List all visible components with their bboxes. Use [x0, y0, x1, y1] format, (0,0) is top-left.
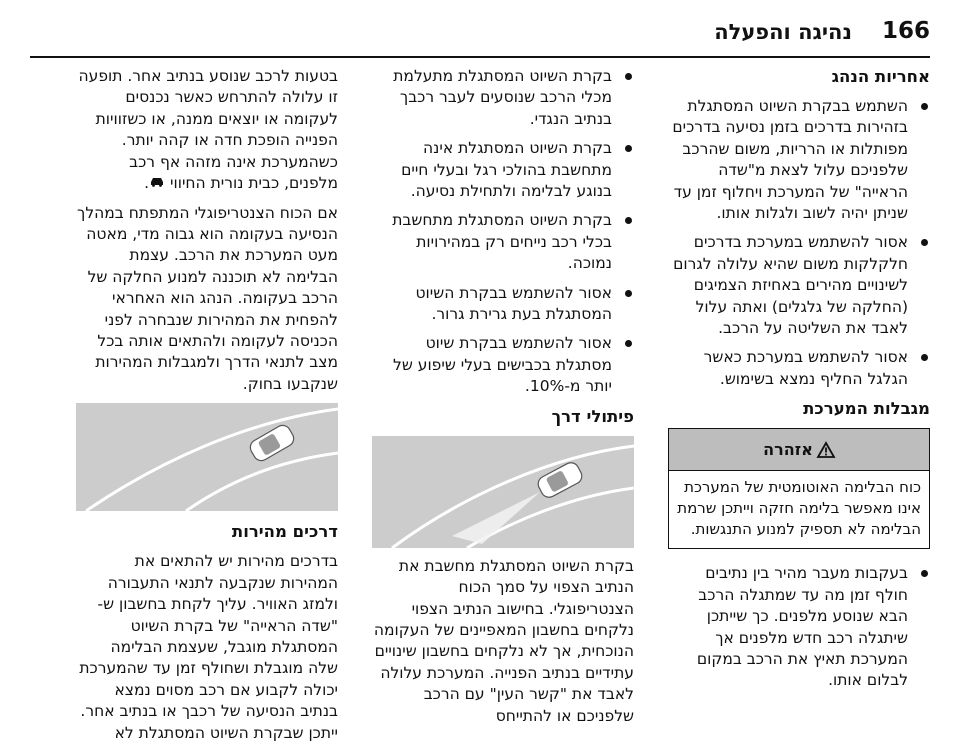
section-title: נהיגה והפעלה — [714, 20, 852, 44]
list-item: בקרת השיוט המסתגלת מתחשבת בכלי רכב נייחים רק במהירויות נמוכה. — [372, 210, 634, 274]
column-right — [668, 66, 930, 700]
warning-box — [668, 428, 930, 549]
bullet-dot-icon — [921, 103, 928, 110]
responsibility-list — [668, 96, 930, 390]
illustration-curve-2 — [76, 403, 338, 511]
limitations-list — [668, 563, 930, 691]
header-divider — [30, 56, 930, 58]
curves-paragraph: בקרת השיוט המסתגלת מחשבת את הנתיב הצפוי על סמך הכוח הצנטריפוגלי. בחישוב הנתיב הצפוי נלקחים בחשבון המאפיינים של העקומה הנוכחית, אך לא נלקחים בחשבון שינויים עתידיים בנתיב הפנייה. המערכת עלולה לאבד את "קשר העין" עם הרכב שלפניכם או להתייחס — [373, 556, 634, 725]
car-on-curve-illustration-2 — [76, 403, 338, 511]
list-item: השתמש בבקרת השיוט המסתגלת בזהירות בדרכים בזמן נסיעה בדרכים מפותלות או הרריות, משום שהרכב שלפניכם עלול לצאת מ"שדה הראייה" של המערכת ויחלוף זמן עד שניתן יהיה לשוב ולגלות אותו. — [668, 96, 930, 224]
heading-driver-responsibility: אחריות הנהג — [831, 67, 930, 86]
list-item: בעקבות מעבר מהיר בין נתיבים חולף זמן מה עד שמתגלה הרכב הבא שנוסע מלפנים. כך שייתכן שיתגלה רכב חדש מלפנים אך המערכת תאיץ את הרכב במקום לבלום אותו. — [668, 563, 930, 691]
bullet-dot-icon — [625, 340, 632, 347]
list-item: אסור להשתמש בבקרת השיוט המסתגלת בעת גרירת גרור. — [372, 283, 634, 326]
warning-header — [669, 429, 929, 471]
list-item: בקרת השיוט המסתגלת אינה מתחשבת בהולכי רגל ובעלי חיים בנוגע לבלימה ולתחילת נסיעה. — [372, 138, 634, 202]
highways-paragraph: בדרכים מהירות יש להתאים את המהירות שנקבעה לתנאי התעבורה ולמזג האוויר. עליך לקחת בחשבון ש-"שדה הראייה" של בקרת השיוט המסתגלת מוגבל, שעצמת הבלימה שלה מוגבלת ושחולף זמן עד שהמערכת יכולה לקבוע אם רכב מסוים נמצא בנתיב הנסיעה של רכבך או בנתיב אחר. ייתכן שבקרת השיוט המסתגלת לא — [79, 552, 338, 742]
page-number: 166 — [881, 18, 930, 44]
illustration-curve — [372, 436, 634, 548]
bullet-dot-icon — [921, 239, 928, 246]
car-on-curve-illustration — [372, 436, 634, 548]
list-item: אסור להשתמש בבקרת שיוט מסתגלת בכבישים בעלי שיפוע של יותר מ-10%. — [372, 333, 634, 397]
centrifugal-paragraph: אם הכוח הצנטריפוגלי המתפתח במהלך הנסיעה בעקומה הוא גבוה מדי, מאטה מעט המערכת את הרכב. עצמת הבלימה לא תוכננה למנוע החלקה של הרכב בעקומה. הנהג הוא האחראי להפחית את המהירות שנבחרה לפני הכניסה לעקומה ולהתאים אותה בכל מצב לתנאי הדרך ולמגבלות המהירות שנקבעו בחוק. — [77, 203, 338, 393]
warning-text: כוח הבלימה האוטומטית של המערכת אינו מאפשר בלימה חזקה וייתכן שרמת הבלימה לא תספיק למנוע התנגשות. — [677, 478, 921, 539]
list-item: בקרת השיוט המסתגלת מתעלמת מכלי הרכב שנוסעים לעבר רכבך בנתיב הנגדי. — [372, 66, 634, 130]
bullet-dot-icon — [625, 73, 632, 80]
heading-curves: פיתולי דרך — [551, 406, 634, 426]
bullet-dot-icon — [625, 145, 632, 152]
heading-system-limitations: מגבלות המערכת — [803, 399, 930, 419]
heading-highways: דרכים מהירות — [231, 522, 338, 542]
bullet-dot-icon — [625, 217, 632, 224]
limitations-list-continued — [372, 66, 634, 398]
bullet-dot-icon — [921, 354, 928, 361]
curves-paragraph-continued: בטעות לרכב שנוסע בנתיב אחר. תופעה זו עלולה להתרחש כאשר נכנסים לעקומה או יוצאים ממנה, או כשזוויות הפנייה הופכת חדה או קהה יותר. כשהמערכת אינה מזהה אף רכב מלפנים, כבית נורית החיווי . — [76, 66, 338, 195]
warning-title: אזהרה — [763, 440, 813, 460]
list-item: אסור להשתמש במערכת כאשר הגלגל החליף נמצא בשימוש. — [668, 347, 930, 390]
warning-triangle-icon — [817, 442, 835, 458]
page-header — [30, 18, 930, 52]
bullet-dot-icon — [625, 290, 632, 297]
car-indicator-icon — [149, 173, 165, 194]
bullet-dot-icon — [921, 570, 928, 577]
column-middle — [372, 66, 634, 735]
column-left — [76, 66, 338, 752]
list-item: אסור להשתמש במערכת בדרכים חלקלקות משום שהיא עלולה לגרום לשינויים מהירים באחיזת הצמיגים (החלקה של גלגלים) ואתה עלול לאבד את השליטה על הרכב. — [668, 232, 930, 339]
